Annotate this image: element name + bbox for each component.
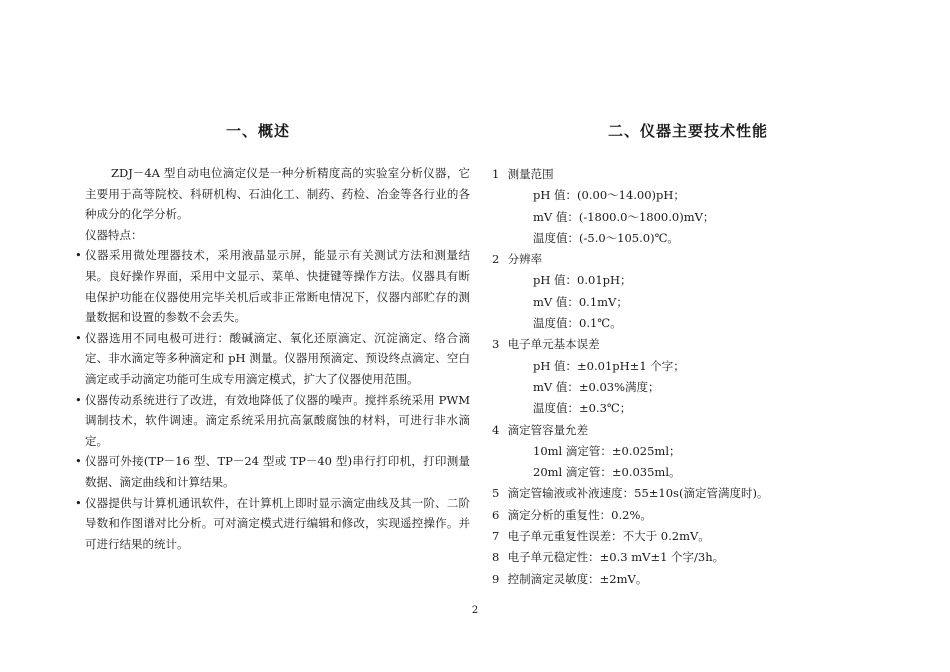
feature-item: • 仪器传动系统进行了改进，有效地降低了仪器的噪声。搅拌系统采用 PWM 调制技术，软件调速。滴定系统采用抗高氯酸腐蚀的材料，可进行非水滴定。 [75, 390, 470, 452]
spec-number: 2 [492, 252, 500, 267]
spec-subitem: mV 值：0.1mV； [533, 294, 628, 309]
spec-number: 8 [492, 550, 500, 565]
specs-column [492, 164, 882, 590]
spec-subitem: 温度值：(-5.0～105.0)℃。 [533, 230, 679, 245]
feature-item: • 仪器提供与计算机通讯软件，在计算机上即时显示滴定曲线及其一阶、二阶导数和作图谱对比分析。可对滴定模式进行编辑和修改，实现遥控操作。并可进行结果的统计。 [75, 493, 470, 555]
bullet-dot-icon: • [75, 330, 82, 345]
bullet-dot-icon: • [75, 454, 82, 469]
spec-item: 9 控制滴定灵敏度：±2mV。 [492, 569, 882, 590]
spec-number: 3 [492, 337, 500, 352]
spec-subitem: 20ml 滴定管：±0.035ml。 [533, 465, 681, 480]
spec-number: 5 [492, 486, 500, 501]
spec-item: 6 滴定分析的重复性：0.2%。 [492, 505, 882, 526]
bullet-dot-icon: • [75, 392, 82, 407]
spec-subitem: 温度值：0.1℃。 [533, 316, 622, 331]
feature-item: • 仪器选用不同电极可进行：酸碱滴定、氧化还原滴定、沉淀滴定、络合滴定、非水滴定等多种滴定和 pH 测量。仪器用预滴定、预设终点滴定、空白滴定或手动滴定功能可生成专用滴定模式，扩大了仪器使用范围。 [75, 328, 470, 390]
spec-item: 4 滴定管容量允差 [492, 420, 882, 441]
overview-column [75, 163, 470, 554]
spec-item: 5 滴定管输液或补液速度：55±10s(滴定管满度时)。 [492, 483, 882, 504]
spec-number: 6 [492, 507, 500, 522]
spec-number: 9 [492, 571, 500, 586]
spec-item: 8 电子单元稳定性：±0.3 mV±1 个字/3h。 [492, 547, 882, 568]
feature-item: • 仪器采用微处理器技术，采用液晶显示屏，能显示有关测试方法和测量结果。良好操作界面，采用中文显示、菜单、快捷键等操作方法。仪器具有断电保护功能在仪器使用完毕关机后或非正常断电情况下，仪器内部贮存的测量数据和设置的参数不会丢失。 [75, 245, 470, 327]
features-label: 仪器特点： [85, 227, 143, 242]
section-heading-specs: 二、仪器主要技术性能 [608, 122, 769, 140]
spec-subitem: mV 值：±0.03%满度； [533, 379, 660, 394]
section-heading-overview: 一、概述 [226, 122, 291, 140]
spec-number: 1 [492, 167, 500, 181]
bullet-dot-icon: • [75, 248, 82, 263]
bullet-dot-icon: • [75, 495, 82, 510]
spec-subitem: pH 值：(0.00～14.00)pH； [533, 188, 685, 203]
spec-item: 2 分辨率 [492, 249, 882, 270]
feature-item: • 仪器可外接(TP－16 型、TP－24 型或 TP－40 型)串行打印机，打印测量数据、滴定曲线和计算结果。 [75, 451, 470, 492]
intro-paragraph: ZDJ－4A 型自动电位滴定仪是一种分析精度高的实验室分析仪器，它主要用于高等院校、科研机构、石油化工、制药、药检、冶金等各行业的各种成分的化学分析。 [85, 166, 470, 222]
spec-subitem: pH 值：±0.01pH±1 个字； [533, 358, 685, 373]
spec-number: 7 [492, 529, 500, 544]
spec-number: 4 [492, 422, 500, 437]
spec-subitem: 温度值：±0.3℃； [533, 401, 632, 416]
spec-item: 7 电子单元重复性误差：不大于 0.2mV。 [492, 526, 882, 547]
spec-subitem: mV 值：(-1800.0～1800.0)mV； [533, 209, 715, 224]
spec-subitem: 10ml 滴定管：±0.025ml； [533, 443, 681, 458]
spec-item: 3 电子单元基本误差 [492, 334, 882, 355]
page-number: 2 [471, 605, 479, 616]
feature-list [75, 245, 470, 554]
spec-subitem: pH 值：0.01pH； [533, 273, 632, 288]
spec-item: 1 测量范围 [492, 164, 882, 185]
